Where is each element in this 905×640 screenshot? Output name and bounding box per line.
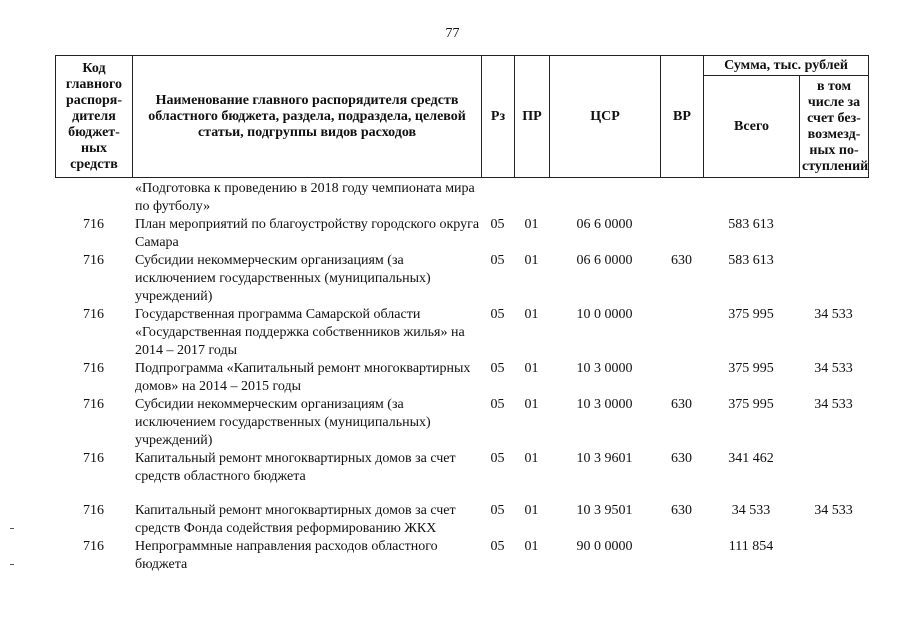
table-row bbox=[55, 450, 868, 486]
row-rz: 05 bbox=[490, 451, 505, 466]
row-csr: 10 3 0000 bbox=[576, 397, 633, 412]
row-csr: 10 3 0000 bbox=[576, 361, 633, 376]
header-vr: ВР bbox=[661, 56, 704, 178]
row-total: 34 533 bbox=[731, 503, 771, 518]
row-name: Капитальный ремонт многоквартирных домов за счет средств Фонда содействия реформированию ЖКХ bbox=[135, 503, 456, 536]
row-vr: 630 bbox=[671, 253, 692, 268]
row-name: План мероприятий по благоустройству городского округа Самара bbox=[135, 217, 480, 250]
row-code: 716 bbox=[83, 503, 104, 518]
row-pr: 01 bbox=[524, 307, 539, 322]
header-csr: ЦСР bbox=[550, 56, 661, 178]
row-code: 716 bbox=[83, 397, 104, 412]
table-row bbox=[55, 360, 868, 396]
row-csr bbox=[549, 180, 660, 216]
row-name: «Подготовка к проведению в 2018 году чемпионата мира по футболу» bbox=[135, 181, 475, 214]
header-sum: Сумма, тыс. рублей bbox=[704, 56, 869, 76]
row-csr: 10 0 0000 bbox=[576, 307, 633, 322]
table-header bbox=[55, 55, 869, 178]
header-incl: в том числе за счет без-возмезд-ных по-ступлений bbox=[800, 76, 869, 178]
row-incl bbox=[799, 216, 868, 252]
table-row bbox=[55, 216, 868, 252]
row-rz bbox=[481, 180, 514, 216]
row-vr bbox=[660, 306, 703, 360]
row-pr: 01 bbox=[524, 539, 539, 554]
row-code: 716 bbox=[83, 307, 104, 322]
table-row bbox=[55, 538, 868, 574]
row-incl bbox=[799, 450, 868, 486]
table-row bbox=[55, 396, 868, 450]
table-row bbox=[55, 180, 868, 216]
row-incl bbox=[799, 252, 868, 306]
row-incl: 34 533 bbox=[814, 503, 853, 518]
row-name: Непрограммные направления расходов областного бюджета bbox=[135, 539, 438, 572]
page-number: 77 bbox=[445, 26, 460, 41]
row-pr bbox=[514, 180, 549, 216]
row-code: 716 bbox=[83, 539, 104, 554]
table-body bbox=[55, 180, 868, 574]
row-name: Капитальный ремонт многоквартирных домов за счет средств областного бюджета bbox=[135, 451, 456, 484]
row-name: Государственная программа Самарской области «Государственная поддержка собственников жилья» на 2014 – 2017 годы bbox=[135, 307, 465, 358]
table-row bbox=[55, 306, 868, 360]
row-incl: 34 533 bbox=[814, 307, 853, 322]
row-rz: 05 bbox=[490, 503, 505, 518]
row-csr: 10 3 9501 bbox=[576, 503, 633, 518]
row-vr: 630 bbox=[671, 397, 692, 412]
row-pr: 01 bbox=[524, 397, 539, 412]
row-total: 375 995 bbox=[728, 397, 774, 412]
row-incl bbox=[799, 538, 868, 574]
row-total: 583 613 bbox=[728, 253, 774, 268]
row-code: 716 bbox=[83, 361, 104, 376]
row-rz: 05 bbox=[490, 397, 505, 412]
row-spacer bbox=[55, 486, 868, 502]
row-incl: 34 533 bbox=[814, 397, 853, 412]
row-csr: 06 6 0000 bbox=[576, 253, 633, 268]
row-total: 375 995 bbox=[728, 307, 774, 322]
row-vr bbox=[660, 538, 703, 574]
row-csr: 90 0 0000 bbox=[576, 539, 633, 554]
row-total: 375 995 bbox=[728, 361, 774, 376]
row-total: 111 854 bbox=[728, 539, 774, 554]
row-vr: 630 bbox=[671, 503, 692, 518]
row-name: Субсидии некоммерческим организациям (за исключением государственных (муниципальных) учреждений) bbox=[135, 397, 431, 448]
margin-mark bbox=[10, 528, 14, 529]
row-incl: 34 533 bbox=[814, 361, 853, 376]
row-rz: 05 bbox=[490, 539, 505, 554]
row-total: 341 462 bbox=[728, 451, 774, 466]
header-pr: ПР bbox=[515, 56, 550, 178]
row-total: 583 613 bbox=[728, 217, 774, 232]
row-rz: 05 bbox=[490, 253, 505, 268]
row-code: 716 bbox=[83, 451, 104, 466]
header-total: Всего bbox=[704, 76, 800, 178]
row-code bbox=[55, 180, 132, 216]
row-vr bbox=[660, 360, 703, 396]
row-vr bbox=[660, 216, 703, 252]
row-csr: 06 6 0000 bbox=[576, 217, 633, 232]
row-name: Подпрограмма «Капитальный ремонт многоквартирных домов» на 2014 – 2015 годы bbox=[135, 361, 471, 394]
table-row bbox=[55, 252, 868, 306]
header-rz: Рз bbox=[482, 56, 515, 178]
row-rz: 05 bbox=[490, 217, 505, 232]
row-total bbox=[703, 180, 799, 216]
row-pr: 01 bbox=[524, 217, 539, 232]
table-row bbox=[55, 502, 868, 538]
header-name: Наименование главного распорядителя средств областного бюджета, раздела, подраздела, целевой статьи, подгруппы видов расходов bbox=[133, 56, 482, 178]
row-rz: 05 bbox=[490, 361, 505, 376]
row-pr: 01 bbox=[524, 451, 539, 466]
row-name: Субсидии некоммерческим организациям (за исключением государственных (муниципальных) учреждений) bbox=[135, 253, 431, 304]
row-code: 716 bbox=[83, 253, 104, 268]
row-csr: 10 3 9601 bbox=[576, 451, 633, 466]
row-vr: 630 bbox=[671, 451, 692, 466]
margin-mark bbox=[10, 564, 14, 565]
row-vr bbox=[660, 180, 703, 216]
row-rz: 05 bbox=[490, 307, 505, 322]
row-pr: 01 bbox=[524, 503, 539, 518]
row-code: 716 bbox=[83, 217, 104, 232]
row-pr: 01 bbox=[524, 253, 539, 268]
row-incl bbox=[799, 180, 868, 216]
row-pr: 01 bbox=[524, 361, 539, 376]
header-code: Код главного распоря-дителя бюджет-ных средств bbox=[56, 56, 133, 178]
